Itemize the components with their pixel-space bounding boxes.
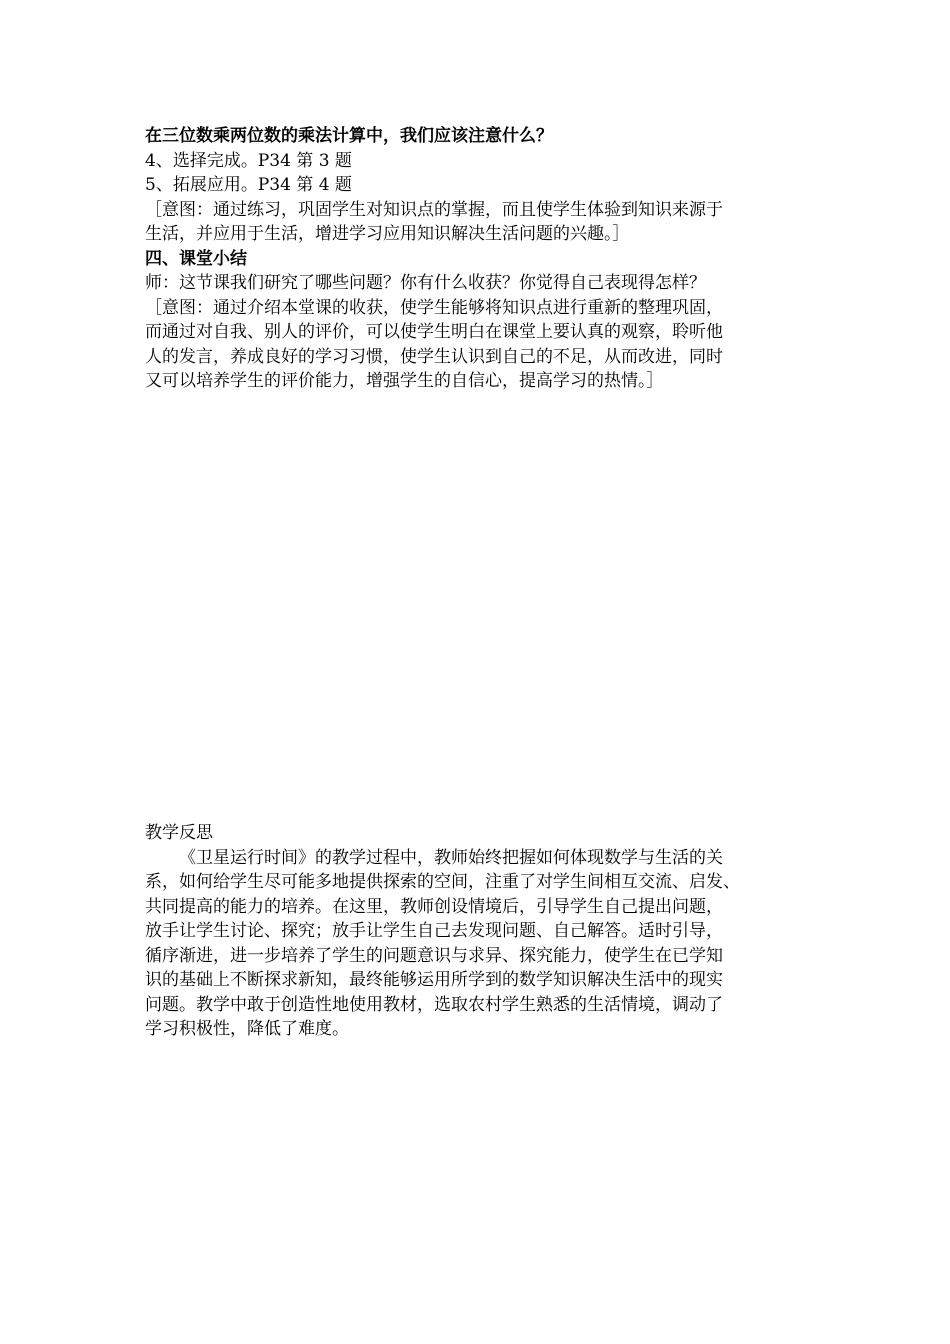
teacher-question: 师：这节课我们研究了哪些问题？你有什么收获？你觉得自己表现得怎样？ (145, 273, 706, 293)
reflection-line-2: 系，如何给学生尽可能多地提供探索的空间，注重了对学生间相互交流、启发、 (145, 872, 740, 892)
reflection-line-7: 问题。教学中敢于创造性地使用教材，选取农村学生熟悉的生活情境，调动了 (145, 994, 723, 1015)
lesson-section (145, 124, 815, 394)
intent-2-line-4: 又可以培养学生的评价能力，增强学生的自信心，提高学习的热情。］ (145, 371, 664, 391)
reflection-line-6: 识的基础上不断探求新知，最终能够运用所学到的数学知识解决生活中的现实 (145, 970, 723, 990)
reflection-line-8: 学习积极性，降低了难度。 (145, 1019, 349, 1039)
intent-2-line-2: 而通过对自我、别人的评价，可以使学生明白在课堂上要认真的观察，聆听他 (145, 322, 723, 342)
item-4: 4、选择完成。P34 第 3 题 (145, 150, 352, 171)
reflection-section (145, 821, 815, 1042)
reflection-title: 教学反思 (145, 823, 213, 843)
reflection-line-1: 《卫星运行时间》的教学过程中，教师始终把握如何体现数学与生活的关 (179, 847, 723, 868)
question-heading: 在三位数乘两位数的乘法计算中，我们应该注意什么？ (145, 126, 553, 146)
intent-2-line-1: ［意图：通过介绍本堂课的收获，使学生能够将知识点进行重新的整理巩固， (145, 297, 723, 318)
reflection-line-5: 循序渐进，进一步培养了学生的问题意识与求异、探究能力，使学生在已学知 (145, 945, 723, 966)
intent-2-line-3: 人的发言，养成良好的学习习惯，使学生认识到自己的不足，从而改进，同时 (145, 346, 723, 367)
reflection-line-3: 共同提高的能力的培养。在这里，教师创设情境后，引导学生自己提出问题， (145, 896, 723, 917)
reflection-line-4: 放手让学生讨论、探究；放手让学生自己去发现问题、自己解答。适时引导， (145, 921, 723, 941)
item-5: 5、拓展应用。P34 第 4 题 (145, 175, 352, 195)
intent-1-line-1: ［意图：通过练习，巩固学生对知识点的掌握，而且使学生体验到知识来源于 (145, 199, 723, 220)
intent-1-line-2: 生活，并应用于生活，增进学习应用知识解决生活问题的兴趣。］ (145, 224, 630, 244)
summary-heading: 四、课堂小结 (145, 248, 247, 269)
